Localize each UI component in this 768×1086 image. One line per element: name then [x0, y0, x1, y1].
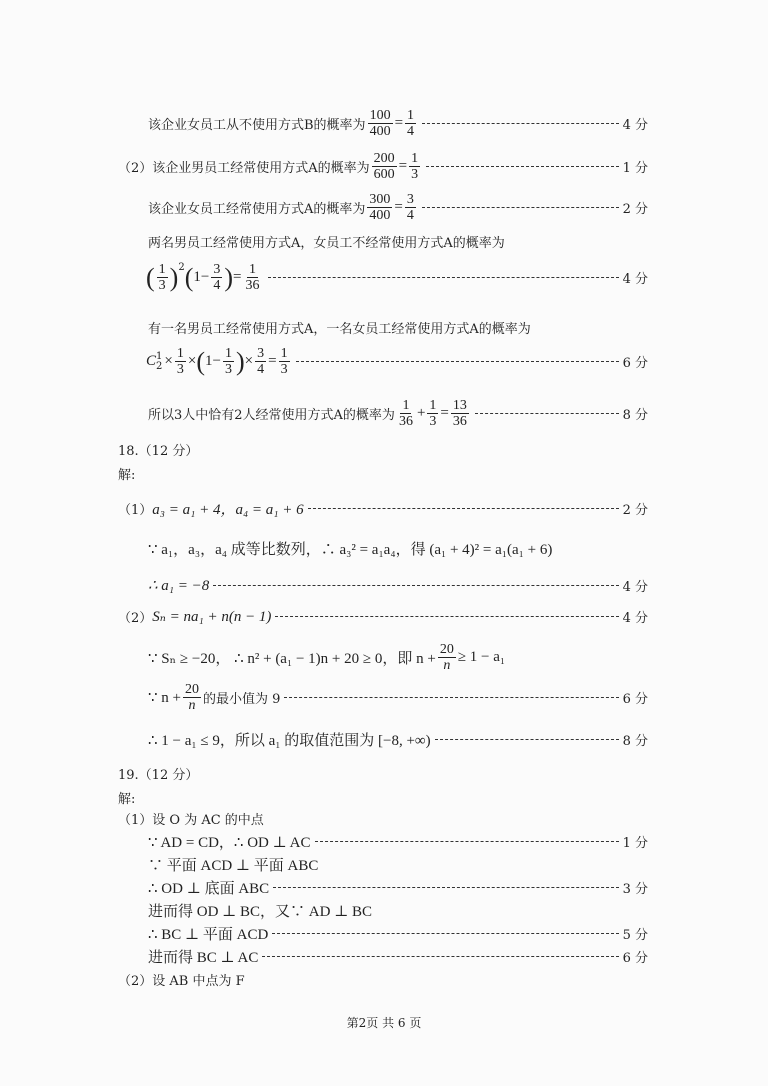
score: 4 分	[622, 611, 648, 626]
line-1-text: 该企业女员工从不使用方式B的概率为	[148, 118, 366, 133]
denominator: 4	[407, 124, 415, 139]
line-27-text: （2）设 AB 中点为 F	[118, 974, 245, 989]
expression: ∴ OD ⊥ 底面 ABC	[148, 881, 270, 897]
expression: 的最小值为 9	[203, 692, 281, 707]
fraction	[279, 346, 290, 377]
numerator: 1	[429, 398, 437, 413]
line-4-text: 两名男员工经常使用方式A，女员工不经常使用方式A的概率为	[148, 236, 505, 251]
numerator: 300	[369, 192, 391, 207]
line-11	[118, 498, 648, 519]
denominator: 3	[158, 278, 166, 293]
numerator: 100	[369, 108, 391, 123]
solution-label-text: 解:	[118, 468, 136, 483]
score: 4 分	[622, 272, 648, 287]
dotted-leader	[273, 887, 618, 888]
numerator: 1	[249, 262, 256, 277]
equals: =	[398, 158, 408, 174]
fraction	[397, 398, 415, 429]
score: 4 分	[622, 118, 648, 133]
solution-label	[118, 788, 135, 807]
numerator: 20	[185, 682, 200, 697]
fraction	[438, 642, 456, 673]
equals: =	[440, 405, 449, 421]
times: ×	[187, 353, 197, 369]
dotted-leader	[315, 841, 619, 842]
numerator: 3	[406, 192, 414, 207]
denominator: 3	[176, 362, 184, 377]
left-paren: (	[184, 262, 194, 292]
part-label: （2）	[118, 611, 153, 626]
combination-indices	[156, 352, 162, 372]
equals: =	[268, 353, 277, 369]
problem-18-header	[118, 440, 198, 459]
fraction	[211, 262, 222, 293]
fraction	[255, 346, 266, 377]
dotted-leader	[262, 956, 618, 957]
expression: ∵ a₁，a₃，a₄ 成等比数列，∴ a₃² = a₁a₄，得 (a₁ + 4)² = a₁(a₁ + 6)	[148, 542, 553, 558]
line-5	[146, 262, 648, 293]
expression: a₃ = a₁ + 4，a₄ = a₁ + 6	[152, 502, 304, 518]
denominator: 3	[429, 414, 437, 429]
dotted-leader	[422, 207, 619, 208]
expression: 进而得 BC ⊥ AC	[148, 950, 259, 966]
subscript: 2	[156, 360, 163, 372]
times: ×	[244, 353, 254, 369]
line-26	[148, 946, 648, 967]
right-paren: )	[224, 262, 234, 292]
numerator: 1	[402, 398, 410, 413]
line-22	[148, 854, 318, 875]
part-label: （1）	[118, 503, 153, 518]
one-minus: 1−	[205, 353, 221, 369]
numerator: 3	[257, 346, 265, 361]
dotted-leader	[275, 616, 618, 617]
equals: =	[233, 269, 242, 285]
combination-symbol: C	[146, 353, 157, 369]
line-8-text: 所以3人中恰有2人经常使用方式A的概率为	[148, 408, 395, 423]
line-15	[148, 642, 505, 673]
score: 1 分	[622, 836, 648, 851]
fraction	[405, 192, 416, 223]
denominator: 3	[411, 167, 419, 182]
line-13	[148, 576, 648, 595]
problem-number: 19.（12 分）	[118, 768, 199, 783]
line-20	[118, 809, 264, 828]
line-3	[148, 192, 648, 223]
score: 5 分	[622, 928, 648, 943]
score: 2 分	[622, 503, 648, 518]
expression: ≥ 1 − a₁	[457, 649, 506, 665]
expression: Sₙ = na₁ + n(n − 1)	[152, 609, 272, 625]
left-paren: (	[196, 346, 205, 376]
score: 1 分	[622, 161, 648, 176]
page-footer: 第2页 共 6 页	[346, 1016, 422, 1030]
score: 4 分	[622, 580, 648, 595]
numerator: 3	[213, 262, 221, 277]
score: 6 分	[622, 951, 648, 966]
dotted-leader	[435, 739, 619, 740]
numerator: 1	[176, 346, 184, 361]
right-paren: )	[169, 262, 179, 292]
line-7	[146, 346, 648, 377]
solution-label	[118, 464, 135, 483]
fraction	[157, 262, 168, 293]
score: 2 分	[622, 202, 648, 217]
fraction	[368, 108, 393, 139]
denominator: 3	[224, 362, 232, 377]
denominator: 4	[406, 208, 414, 223]
line-6	[148, 318, 531, 337]
numerator: 200	[373, 151, 395, 166]
denominator: 4	[213, 278, 221, 293]
fraction	[451, 398, 469, 429]
dotted-leader	[475, 413, 619, 414]
line-6-text: 有一名男员工经常使用方式A，一名女员工经常使用方式A的概率为	[148, 322, 531, 337]
solution-label-text: 解:	[118, 792, 136, 807]
denominator: 3	[280, 362, 288, 377]
equals: =	[394, 115, 404, 131]
numerator: 1	[280, 346, 288, 361]
score: 6 分	[622, 356, 648, 371]
fraction	[244, 262, 262, 293]
line-25	[148, 923, 648, 944]
dotted-leader	[296, 361, 619, 362]
denominator: 36	[398, 414, 413, 429]
dotted-leader	[284, 697, 618, 698]
denominator: 36	[452, 414, 467, 429]
score: 8 分	[622, 408, 648, 423]
dotted-leader	[213, 585, 618, 586]
right-paren: )	[235, 346, 245, 376]
expression: ∵ Sₙ ≥ −20， ∴ n² + (a₁ − 1)n + 20 ≥ 0，即 n +	[148, 651, 436, 667]
expression: ∵ AD = CD，∴ OD ⊥ AC	[148, 835, 311, 851]
line-16	[148, 682, 648, 713]
fraction	[175, 346, 186, 377]
dotted-leader	[272, 933, 618, 934]
fraction	[405, 108, 416, 139]
numerator: 1	[407, 108, 415, 123]
line-8	[148, 398, 648, 429]
denominator: 400	[369, 208, 391, 223]
line-20-text: （1）设 O 为 AC 的中点	[118, 813, 264, 828]
dotted-leader	[308, 508, 619, 509]
fraction	[367, 192, 392, 223]
one-minus: 1−	[193, 269, 210, 285]
numerator: 1	[158, 262, 166, 277]
dotted-leader	[268, 277, 619, 278]
denominator: 600	[373, 167, 395, 182]
score: 3 分	[622, 882, 648, 897]
dotted-leader	[422, 123, 619, 124]
line-1	[148, 108, 648, 139]
expression: 进而得 OD ⊥ BC，又∵ AD ⊥ BC	[148, 904, 373, 920]
expression: ∴ 1 − a₁ ≤ 9，所以 a₁ 的取值范围为 [−8, +∞)	[148, 733, 431, 749]
line-3-text: 该企业女员工经常使用方式A的概率为	[148, 202, 366, 217]
expression: ∴ BC ⊥ 平面 ACD	[148, 927, 269, 943]
plus: +	[416, 405, 426, 421]
line-12	[148, 538, 552, 559]
line-17	[148, 729, 648, 750]
denominator: n	[443, 658, 451, 673]
line-4	[148, 232, 505, 251]
problem-number: 18.（12 分）	[118, 444, 199, 459]
equals: =	[394, 199, 403, 215]
line-21	[148, 831, 648, 852]
denominator: n	[188, 698, 196, 713]
numerator: 20	[439, 642, 454, 657]
fraction	[409, 151, 420, 182]
denominator: 36	[245, 278, 260, 293]
fraction	[223, 346, 234, 377]
line-14	[118, 607, 648, 626]
score: 6 分	[622, 692, 648, 707]
dotted-leader	[426, 166, 618, 167]
problem-19-header	[118, 764, 198, 783]
fraction	[183, 682, 201, 713]
denominator: 4	[257, 362, 265, 377]
line-23	[148, 877, 648, 898]
superscript: 1	[156, 350, 163, 362]
expression: ∴ a₁ = −8	[148, 578, 210, 594]
line-27	[118, 970, 245, 989]
numerator: 1	[411, 151, 419, 166]
numerator: 1	[224, 346, 232, 361]
line-2-text: （2）该企业男员工经常使用方式A的概率为	[118, 161, 370, 176]
exponent: 2	[178, 262, 185, 273]
fraction	[427, 398, 438, 429]
left-paren: (	[146, 262, 155, 292]
fraction	[372, 151, 397, 182]
line-2	[118, 151, 648, 182]
denominator: 400	[369, 124, 391, 139]
expression: ∵ n +	[148, 690, 182, 706]
line-24	[148, 900, 372, 921]
numerator: 13	[452, 398, 467, 413]
times: ×	[164, 353, 173, 369]
score: 8 分	[622, 734, 648, 749]
expression: ∵ 平面 ACD ⊥ 平面 ABC	[148, 858, 319, 874]
